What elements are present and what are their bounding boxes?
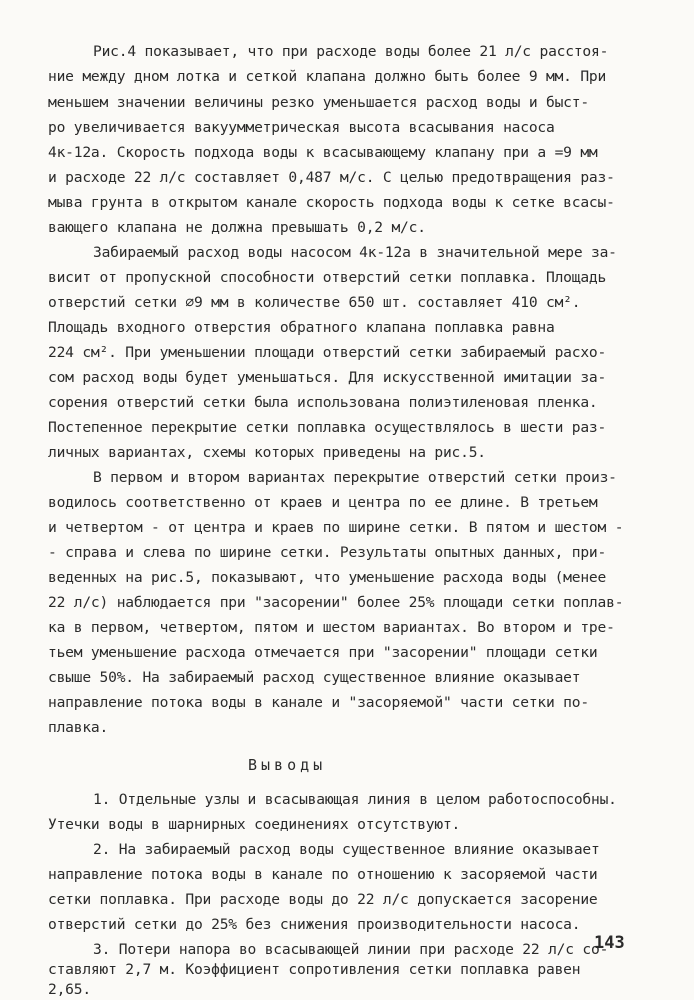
text-line: и четвертом - от центра и краев по ширине сетки. В пятом и шестом - [48, 519, 624, 536]
conclusions-heading: Выводы [248, 756, 327, 774]
text-line: Утечки воды в шарнирных соединениях отсутствуют. [48, 816, 461, 833]
text-line: Площадь входного отверстия обратного клапана поплавка равна [48, 319, 555, 336]
text-line: личных вариантах, схемы которых приведены на рис.5. [48, 444, 486, 461]
text-line: сом расход воды будет уменьшаться. Для искусственной имитации за- [48, 369, 607, 386]
text-line: 22 л/с) наблюдается при "засорении" более 25% площади сетки поплав- [48, 594, 624, 611]
text-line: 3. Потери напора во всасывающей линии при расходе 22 л/с со- [93, 941, 609, 958]
text-line: свыше 50%. На забираемый расход существенное влияние оказывает [48, 669, 581, 686]
text-line: мыва грунта в открытом канале скорость подхода воды к сетке всасы- [48, 194, 615, 211]
text-line: сорения отверстий сетки была использована полиэтиленовая пленка. [48, 394, 598, 411]
text-line: ка в первом, четвертом, пятом и шестом вариантах. Во втором и тре- [48, 619, 615, 636]
text-line: направление потока воды в канале по отношению к засоряемой части [48, 866, 598, 883]
text-line: 224 см². При уменьшении площади отверстий сетки забираемый расхо- [48, 344, 607, 361]
text-line: вающего клапана не должна превышать 0,2 м/с. [48, 219, 426, 236]
text-line: отверстий сетки до 25% без снижения производительности насоса. [48, 916, 581, 933]
text-line: отверстий сетки ∅9 мм в количестве 650 шт. составляет 410 см². [48, 294, 581, 311]
text-line: 2. На забираемый расход воды существенное влияние оказывает [93, 841, 600, 858]
text-line: меньшем значении величины резко уменьшается расход воды и быст- [48, 94, 589, 111]
text-line: 2,65. [48, 981, 91, 998]
text-line: Рис.4 показывает, что при расходе воды более 21 л/с расстоя- [93, 43, 609, 60]
text-line: сетки поплавка. При расходе воды до 22 л/с допускается засорение [48, 891, 598, 908]
text-line: - справа и слева по ширине сетки. Результаты опытных данных, при- [48, 544, 607, 561]
text-line: висит от пропускной способности отверстий сетки поплавка. Площадь [48, 269, 607, 286]
text-line: направление потока воды в канале и "засоряемой" части сетки по- [48, 694, 589, 711]
text-line: Постепенное перекрытие сетки поплавка осуществлялось в шести раз- [48, 419, 607, 436]
text-line: тьем уменьшение расхода отмечается при "засорении" площади сетки [48, 644, 598, 661]
text-line: ние между дном лотка и сеткой клапана должно быть более 9 мм. При [48, 68, 607, 85]
text-line: веденных на рис.5, показывают, что уменьшение расхода воды (менее [48, 569, 607, 586]
text-line: 4к-12а. Скорость подхода воды к всасывающему клапану при a =9 мм [48, 144, 598, 161]
text-line: плавка. [48, 719, 109, 736]
text-line: водилось соответственно от краев и центра по ее длине. В третьем [48, 494, 598, 511]
page-number: 143 [594, 933, 625, 953]
text-line: и расходе 22 л/с составляет 0,487 м/с. С целью предотвращения раз- [48, 169, 615, 186]
text-line: В первом и втором вариантах перекрытие отверстий сетки произ- [93, 469, 617, 486]
text-line: ставляют 2,7 м. Коэффициент сопротивления сетки поплавка равен [48, 961, 581, 978]
text-line: ро увеличивается вакуумметрическая высота всасывания насоса [48, 119, 555, 136]
text-line: 1. Отдельные узлы и всасывающая линия в целом работоспособны. [93, 791, 617, 808]
text-line: Забираемый расход воды насосом 4к-12а в значительной мере за- [93, 244, 617, 261]
